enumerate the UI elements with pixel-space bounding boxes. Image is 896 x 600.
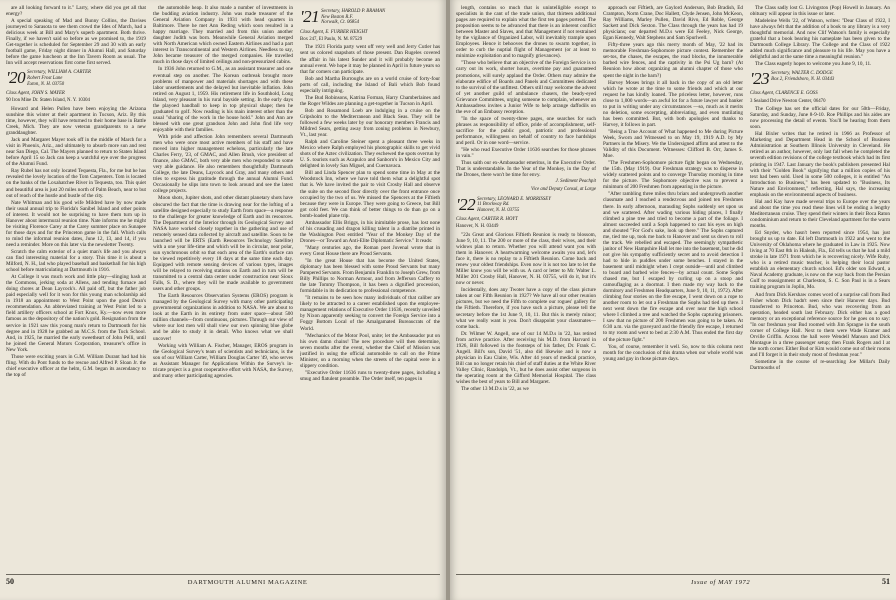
secretary-address-line: Secretary, LEONARD E. MORRISSEY	[477, 196, 551, 202]
body-paragraph: With pride and affection John remembers several Dartmouth men who were once most active members of his staff and have moved into higher management echelons, particularly the late Charles Ferry, '23, of GMAC, and Allen Brush, vice president of finance, also GMAC, both very able men who responded to some very able guidance. He also remembers thoughtfully Dartmouth College, the late Deans, Laycock and Gray, and many others and tries to express his gratitude through the annual Alumni Fund. Occasionally he slips into town to look around and see the latest college projects.	[153, 133, 293, 195]
body-paragraph: At College it was much work and little play—slinging hash at the Commons, jerking soda at Allens, and tending furnace and doing chores at Dean Laycock's. All paid off, but the father job paid especially well for it won for this young man scholarship aid in 1918 an appointment to West Point upon the good Dean's recommendation. An abbreviated training at West Point led to a field artillery officers school at Fort Knox, Ky.—now even more famous as the depository of the nation's gold. Resignation from the service in 1921 saw this young man's return to Dartmouth for his degree and in 1928 he grabbed an M.C.S. from the Tuck School. And, in 1925, he married the early sweetheart of John Pelli, until he joined the General Motors Corporation, treasurer's office in New York.	[6, 274, 146, 353]
body-paragraph: "After rambling three miles thru briars and undergrowth another classmate and I reached a rendezvous and joined ten Freshmen there. In early afternoon, marauding Sophs suddenly set upon us and we scattered. After wading various hiding places, I finally climbed a pine tree and tried to become a part of the foliage. I almost succeeded until a Soph happened to cast his eyes on high and shouted "For God's sake, look up there." The Sophs captured me, tied me up, took me back to Hanover and sent us down to roll the track. We rebelled and escaped. The seemingly sympathetic janitor of New Hampshire Hall let me into the basement, but he did not give his sympathy sufficiently secret and to avoid detection I had to hide in puddles under some benches. I stayed in the basement until midnight when I crept outside—until and climbed to board and barbed wire fences—by actual count. Some Sophs chased me, but I escaped by curling up on a stoop and camouflaging as a doormat. I then made my way back to the dormitory and Freshmen Headquarters, June 9, 10, 11, 1972). After climbing four stories on the fire escape, I went down on a rope to another room to let out a Freshman the Sophs had tied up there. I next went down the fire escape and over near the high school where I climbed a tree and watched the Sophs capturing prisoners. I saw that no picture of 200 Freshmen was going to be taken. At 6:30 a.m. via the graveyard and the friendly fire escape, I returned to my room and went to bed at 2:30 A.M. Thus ended the first day of the picture fight."	[603, 191, 743, 343]
signature-line: Vice and Deputy Consul, at Large	[530, 186, 596, 192]
body-paragraph: You, of course, remember it well. So, now to this column next month for the conclusion of this drama when our whole world was young and gay in those picture days.	[603, 343, 743, 362]
class-agent-line: Class Agent, E. FURBER HEIGHT	[300, 29, 368, 35]
body-paragraph: Hal and Kay have made several trips to Europe over the years and about the time you read these lines will be ending a lengthy Mediterranean cruise. They spend their winters in their Boca Raton condominium and return to their Cleveland apartment for the warm months.	[750, 198, 890, 229]
secretary-address-line: Secretary, HAROLD P. BRAMAN	[321, 9, 386, 14]
right-column-3	[750, 5, 890, 570]
body-paragraph: The 1921 Florida party went off very well and Jerry Cutler has sent us colored snapshots of those present. Dan Rugeles covered the affair in his latest Sunder and it will probably become an annual event. We hope it may be planned in April in future years so that far comers can participate.	[300, 44, 440, 75]
right-footer	[456, 574, 890, 589]
address-line: Hanover, N. H. 03449	[456, 224, 499, 230]
left-column-2	[153, 5, 293, 570]
left-column-3	[300, 5, 440, 570]
body-paragraph: approach our Fiftieth, are Gaylord Anderson, Bob Bradish, Ed Crampton, Norm Crane, Doc Hallett, Clyde Jensen, John McKeon, Ray Williams, Marley Pullen, David Rivo, Ed Roble, George Sackett and Dick Sexton. The Class through the years has had 19 physicians; our departed M.D.s were Ed Feeley, Nick George, Egan Kennedy, Walt Stephens and Sam Spurlwell.	[603, 5, 743, 42]
right-footer-title: Issue of MAY 1972	[691, 579, 751, 586]
secretary-address-line: 11 Brockway Rd.	[477, 202, 510, 208]
body-paragraph: Ralph and Caroline Steiner spent a pleasant three weeks in Mexico where Ralph employed his photographic skills to get vivid shots of the Aztec civilization. They eschewed the spots overrun by U. S. tourists such as Acapulco and Sanborn's in Mexico City and delighted in lovely San Miguel, and Cuernavaca.	[300, 139, 440, 170]
body-paragraph: Hal Bixler writes that he retired in 1966 as Professor of Marketing and Department Head in the School of Business Administration at Southern Illinois University in Cleveland. He retired as an author, however, only last fall when he completed the seventh edition revisions of the college textbook which had its first printing in 1947. Last January the book's publishers presented Hal with their "Golden Book" signifying that a million copies of his text had been sold. Used in some 500 colleges, it is entitled "An Introduction to Business," has been updated to "Business, Its Nature and Environment," reflecting, Hal says, the increasing emphasis on the environmental aspects of business.	[750, 131, 890, 198]
secretary-address-line: New Boston R.F.	[321, 14, 354, 20]
body-paragraph: length, contains so much that is unintelligible except to specialists in the cant of the trade union, that thirteen additional pages are required to explain what the first ten pages portend. The proposition seems to be advanced that there is an inherent conflict between Master and Slaves, and that Management if not restrained by the vigilance of Organized Labor, will inevitably trample upon Employees. Hence it behooves the drones to swarm together, in order to curb the nuptial flight of Management (or at least to minimize exploitation and to magnify grievances).	[456, 5, 596, 60]
class-heading	[6, 70, 146, 87]
secretary-address-line: Norwalk, Ct. 06854	[321, 20, 359, 26]
right-column-2	[603, 5, 743, 570]
body-paragraph: Incidentally, does any Twoter have a copy of the class picture taken at our Fifth Reunion in 1927? We have all our other reunion pictures, but we need the Fifth to complete our rogues' gallery for the Fiftieth. Therefore, if you have such a picture, please tell the secretary before the 1st June 9, 10, 11. But this is merely minor; what we really want is you. Don't disappoint your classmates—come back.	[456, 287, 596, 330]
left-footer	[6, 574, 440, 589]
secretary-address-line: Box 2, Friendsboro, N. H. 03443	[771, 77, 835, 83]
body-paragraph: "Many centuries ago, the Roman poet Juvenal wrote that in every Great House there are Proud Servants.	[300, 244, 440, 257]
body-paragraph: are all looking forward to it." Larry, where did you get all that energy?	[6, 5, 146, 18]
class-agent-line: Class Agent, CLARENCE E. GOSS	[750, 91, 818, 97]
class-year: '21	[300, 7, 320, 26]
body-paragraph: Ray Rubel has not only located Tequesta, Fla., for me but he has revealed the lovely location of the Tom Carpenters. Tom is located on the banks of the Loxahatchee River in Tequesta, too. This quiet and beautiful area is just 20 miles north of Palm Beach, near to but out of reach of the hustle and bustle of the city.	[6, 168, 146, 199]
class-year: '20	[6, 68, 26, 88]
body-paragraph: Bill and Linda Spencer plan to spend some time in May at the Woodstock Inn, where we have told them what a delightful spot that is. We have invited the pair to visit Crosby Hall and observe the suite on the second floor directly over the front entrance once occupied by the two of us. We missed the Spencers at the Fiftieth because they were in Europe. They were going to Greece, but Bill got cold feet. We can think of better things to do than go on a bomb-loaded plane trip.	[300, 170, 440, 219]
body-paragraph: The Earth Resources Observation Systems (EROS) program is managed by the Geological Survey with many other participating governmental organizations in addition to NASA. We are about to look at the Earth in its entirety from outer space—about 500 million channels—from continuous, pictures. Through our view of where our lost men will shall view our own spinning blue globe and be able to study it in detail. Who knows what we shall uncover!	[153, 293, 293, 342]
body-paragraph: "In the great House that has become the United States, diplomacy has been blessed with some Proud Servants but many Pampered Servants. From Benjamin Franklin to Joseph Grew, from Billy Phillips to Norman Armour, and from Jefferson Caffery to the late Tommy Thompson, it has been a dignified procession, formidable in its dedication to professional competence.	[300, 258, 440, 295]
left-page	[0, 0, 446, 600]
body-paragraph: The Class eagerly hopes to welcome you June 9, 10, 11.	[755, 61, 872, 68]
class-year: '23	[750, 69, 770, 89]
body-paragraph: In 1936 John returned to G.M., as an assistant treasurer and one eventual step on another. The Korean outbreak brought more problems of manpower and materials shortages and with these labor unsettlements and the delayed but inevitable inflation. John retired on August 1, 1959. His retirement life in Southhold, Long Island, very pleasant in his rural bayside setting. In the early days the playoed handball to keep in top physical shape; then he graduated to golf. Now reading is his main interest other than the usual "sharing of the work in the house hold." John and Ann are blessed with one great grandson John and John find life very enjoyable with their families.	[153, 66, 293, 133]
left-footer-title: DARTMOUTH ALUMNI MAGAZINE	[187, 579, 308, 586]
body-paragraph: Scratch the calm exterior of a quiet man's life and you always can find interesting material for a story. This time it is about a Milford, N. H., lad who played baseball and basketball for his high school before matriculating at Dartmouth in 1916.	[6, 248, 146, 274]
left-page-number: 50	[6, 577, 14, 586]
right-page-number: 51	[882, 577, 890, 586]
left-column-1	[6, 5, 146, 570]
body-paragraph: "It remains to be seen how many individuals of that caliber are likely to be attracted to a career established upon the employee-management relations of Executive Order 11636, recently unveiled by Nixon apparently seeking to convert the Foreign Service into a Foggy Bottom Local of the Amalgamated Bureaucrats of the World.	[300, 295, 440, 332]
right-page	[450, 0, 896, 600]
body-paragraph: The College has set the official dates for our 50th—Friday, Saturday, and Sunday, June 8-9-10. Roe Phillips and his aides are now processing the detail of events. You'll be hearing from them soon.	[750, 106, 890, 131]
body-paragraph: "22s Great and Glorious Fiftieth Reunion is ready to blossom, June 9, 10, 11. The 200 or more of the class, their wives, and their widows plan to return. Whether you will attend want you with them in Hanover. A heartwarming welcome awaits you and, let's face it, there is no replay to a Fiftieth Reunion. Come back and renew your oldest friendships. Even now it is not too late to let the Miller know you will be with us. A card or letter to Mr. Walter L. Miller 201 Crosby Hall, Hanover, N. H. 03755, will do it, but it's now or never.	[456, 231, 596, 287]
body-paragraph: "The Freshmen-Sophomore picture fight began on Wednesday, the 15th. (May 1919). Our Freshman strategy was to disperse in widely scattered points and to converge Thursday morning in time for the picture. The Sophomore objective was to prevent a minimum of 200 Freshmen from appearing in the picture.	[603, 160, 743, 191]
body-paragraph: Bob and Rosamond Loeb are indulging in a cruise on the Gripsholm to the Mediterranean and Black Seas. They will be followed a few weeks later by our honorary members Francis and Mildred Sears, getting away from zoning problems in Newbury, Vt., last year.	[300, 107, 440, 139]
body-paragraph: Harvey Moses brings it all back in the copy of an old letter which he wrote at the time to some friends and which at our request he has kindly loaned. The priceless letter, however, runs close to 1,000 words—an awful lot for a future lawyer and banker to put in writing under any circumstances —so, much as it merits no deletion, some excerpting, abbreviating, and even mutilating has been committed. But, with both apologies and thanks to Harvey, it follows in part.	[603, 79, 743, 128]
class-agent-line: Class Agent, CARTER R. HOYT	[456, 217, 518, 223]
body-paragraph: "Those who believe that an objective of the Foreign Service is to carry out its work, shorter hours, overtime pay and guaranteed promotions, will surely applaud the Order. Others may admire the elaborate edifice of Boards and Panels and Committees dedicated to the survival of the unfittest. Others still may welcome the advent of yet another guild of ambulance chasers, the beady-eyed Grievance Committees, urging someone to complain, whenever an Ambassadress invites a Junior Wife to help arrange daffodils on the eve of an Embassy reception.	[456, 60, 596, 115]
secretary-address-line: Robert Frost Lane	[27, 76, 63, 82]
body-paragraph: A special speaking of Mad and Bunny Collins, the Davises journeyed to Sarasota to see them crowd the Ides of March, had a delicious week at Bill and Mary's superb apartment. Both thrive. Finally, if we haven't said so before as we promised to, the 1919 Get-together is scheduled for September 29 and 30 with an early football game, Friday night dinner in Alumni Hall, and Saturday before the game luncheon at the Inn Tavern Room as usual. The Inn will accept reservations first come first served.	[6, 18, 146, 67]
address-line: 90 Iron Mine Dr. Staten Island, N. Y. 10304	[6, 98, 90, 104]
class-heading	[300, 9, 440, 26]
body-paragraph: Jack and Margaret Mayer took off in the middle of March for a visit in Phoenix, Ariz., and ultimately to absorb more sun and rest near San Diego, Cal. The Mayers planned to return to Staten Island before April 15 so Jack can keep a watchful eye over the progress of the Alumni Fund.	[6, 137, 146, 168]
body-paragraph: Those were exciting years in G.M. William Durant had had his fling. With du Pont funds to the rescue and Alfred P. Sloan Jr. the chief executive officer at the helm, G.M. began its ascendancy to the top of	[6, 353, 146, 378]
class-heading	[456, 194, 596, 214]
body-paragraph: And from Dick Kershaw comes word of a surprise call from Bud Fisher whom Dick hadn't seen since their Hanover days. Bud transferred to Princeton. Bud, who was recovering from an operation, headed south last February. Dick either has a good memory or an exceptional reference source for he goes on to say: "In our freshman year Bud roomed with Jim Spragne in the south corner of College Hall. Next to them were Wade Kramer and Orville Griffin. Across the hall were Wendell Manson and Dick Montague in a three passenger setup; then Frank Rogers and I at the north corner. Either Bud or Kim would come out of their rooms and I'll forget it in their study most of freshman year."	[750, 291, 890, 358]
body-paragraph: Working with William A. Fischer, Manager, EROS program in the Geological Survey's team of scientists and technicians, is the son of our William Carter, William Douglas Carter '49, who serves as Assistant Manager for Applications Within the Survey's in-tricate project is a great cooperative effort with NASA, the Survey, and many other participating agencies.	[153, 342, 293, 379]
body-paragraph: "Executive Order 11636 runs to twenty-three pages, including a smug and flatulent preamble. The Order itself, ten pages in	[300, 369, 440, 382]
body-paragraph: the automobile heap. It also made a number of investments in the budding aviation industry. John was made treasurer of the General Aviation Company in 1931 with head quarters in Baltimore. There he met Ann Reding which soon resulted in a happy marriage. They married and from this union another daughter Judith was born. Meanwhile General Aviation merged with North American which owned Eastern Airlines and had a part interest in Transcontinental and Western Airlines. Needless to say, John became treasurer of the merged companies. He travelled much in those days of limited ceilings and non-pressurized cabins.	[153, 5, 293, 66]
body-paragraph: Dr. Wilmer W. Angell, one of our 14 M.D.s in '22, has retired from active practice. After receiving his M.D. from Harvard in 1926, Bill followed in the footsteps of his father, Dr. Frank C. Angell. Bill's son, David '51, also did likewise and is now a physician in Eau Claire, Wis. After 44 years of medical practice, Bill can no longer retain his chief of staff duties at the White River Valley Clinic, Randolph, Vt., but he does assist other surgeons in the operating room at the Gifford Memorial Hospital. The class wishes the best of years to Bill and Margaret.	[456, 330, 596, 386]
signature-line: J. Sediment Peachpit	[555, 179, 596, 185]
body-paragraph: Moon shots, Jupiter shots, and other distant planetary shots have obscured the fact that the time is drawing near for the lofting of a satellite designed especially to study Earth from space—a response to the challenge for greater knowledge of Earth and its resources. The Department of the Interior through its Geological Survey and NASA have worked closely together in the gathering and use of remotely sensed data collected by aircraft and satellite. Soon to be launched will be ERTS (Earth Resources Technology Satellite) with a one year life-time and which will be in circular, near polar, sun synchronous orbit so that each area of the Earth's surface can be viewed repetitively every 18 days at the same time each day. Equipped with remote sensing devices of various types, images will be relayed to receiving stations on Earth and in turn will be transmitted to a central data center under construction near Sioux Falls, S. D., where they will be made available to government users and other groups.	[153, 195, 293, 293]
body-paragraph: "In the space of twenty-three pages, one searches for such phrases as responsibility of office, pride of accomplishment, self-sacrifice for the public good, patriotic and professional performance, willingness on behalf of country to face hardships and peril. Or in one word—service.	[456, 115, 596, 147]
body-paragraph: Sometime in the course of re-searching Joe Millar's Daily Dartmouths of	[750, 359, 890, 372]
secretary-address-line: Secretary, WILLIAM A. CARTER	[27, 70, 91, 76]
class-agent-line: Class Agent, JOHN S. MAYER	[6, 91, 65, 97]
body-paragraph: "He who read Executive Order 11636 searches for those phrases in vain."	[456, 147, 596, 160]
body-paragraph: Madeleine Wells '22, of Watson, writes: "Dear Class of 1922, I have always felt that the addition of a book to any library is a very thoughtful memorial. And now Clif Watson's family is especially grateful that a book bearing his nameplate has been given to the Dartmouth College Library. The College and the Class of 1922 added much significance and pleasure to his life. May you have a delightful and at the same time a meaningful reunion."	[750, 18, 890, 61]
class-year: '22	[456, 194, 476, 214]
body-paragraph: Nate Whitman and his good wife Mildred have by now made their usual annual trip to Florida's Sanibel Island and other points of interest. It would not be surprising to have them turn up in Hanover about intermural reunion time. Nate informs me he might be visiting Florence Carey at the Carey summer place on Sunapee for those days and for the Princeton game in the fall. Which calls to mind the informal reunion dates, June 12, 13, and 14, if you need a reminder. More on this later via the newsletter Twenty.	[6, 199, 146, 248]
secretary-address-line: Hanover, N. H. 03755	[477, 207, 520, 213]
body-paragraph: Bob and Martha Burroughs are on a world cruise of forty-four ports of call, including the Island of Bali which Bob found especially intriguing.	[300, 75, 440, 94]
body-paragraph: Thus saith our ex-Ambassador emeritus, in the Executive Order. That is understandable. In the Year of the Monkey, in the Day of the Drones, there won't be time for envy.	[456, 160, 596, 179]
body-paragraph: The Bud Robinsons, Katrina Forman, Harry Chamberlaines and the Roger Wildes are planning a get-together in Tucson in April.	[300, 94, 440, 107]
body-paragraph: Fifty-three years ago this merry month of May, '22 had its memorable Freshman-Sophomore picture contest. Remember the set-tos, the chases, the escapes, the road blocks, the innumerable barbed wire fences, and the captivity in the Psi Ug barn? (At Reunion how about organizing an alumni chapter of those who spent the night in the barn?)	[603, 42, 743, 79]
body-paragraph: Ed Snyder, who hasn't been reported since 1954, has just brought us up to date. Ed left Dartmouth in 1922 and went to the University of Oklahoma where he graduated in Law in 1925. Now living at 70 East 8th in Hialeah, Fla., Ed tells us that he had a mild stroke in late 1971 from which he is recovering nicely. Wife Ruby, who is a retired music teacher, is helping their local pastor establish an elementary church school. Ed's older son Edward, a Naval Academy graduate, is now on the way back from the Persian Gulf to reassignment at Charleston, S. C. Son Paul is in a Sears training program in Joplin, Mo.	[750, 230, 890, 291]
body-paragraph: Ambassador Ellis Briggs, in his inimitable prose, has lost none of his crusading and dragon killing talent in a diatribe printed in the Washington Post entitled "Year of the Monkey Day of the Drones—or Toward an Anti-Elite Diplomatic Service." It reads:	[300, 219, 440, 244]
class-heading	[750, 71, 890, 87]
address-line: Box 247, El Paulo, N. M. 87529	[300, 36, 363, 42]
body-paragraph: The Class sadly lost G. Livingston (Pop) Howell in January. An obituary will appear in this issue or later.	[750, 5, 890, 18]
address-line: 3 Sealand Drive Newton Center, 06470	[750, 98, 826, 104]
body-paragraph: Howard and Helen Pullen have been enjoying the Arizona sunshine this winter at their apartment in Tucson, Ariz. By this time, however, they will have returned to their home base in Battle Creek, Mich. They are now veteran grandparents to a new granddaughter.	[6, 105, 146, 137]
body-paragraph: The other 13 M.D.s in '22, as we	[461, 386, 529, 393]
right-column-1	[456, 5, 596, 570]
secretary-address-line: Secretary, WALTER C. DODGE	[771, 71, 833, 77]
body-paragraph: "Mechanics of the Motor Pool, unite; let the Ambassador put on his own damn chains! The new procedure will then determine, seven months after the event, whether the Chief of Mission was justified in using the official automobile to call on the Prime Minister, on a morning when the streets of the capital were in a slippery condition.	[300, 332, 440, 369]
body-paragraph: "Being a True Account of What happened to Me during Picture Week, Sworn and Witnessed to on May 19, 1919 A.D. by My Partners in the Misery. We the Undersigned affirm and attest to the Validity of this Document. Witnesses: Clifford B. Orr, James S. Moe.	[603, 128, 743, 160]
secretary-address-line: Exton, N. H. 03750	[27, 81, 65, 87]
